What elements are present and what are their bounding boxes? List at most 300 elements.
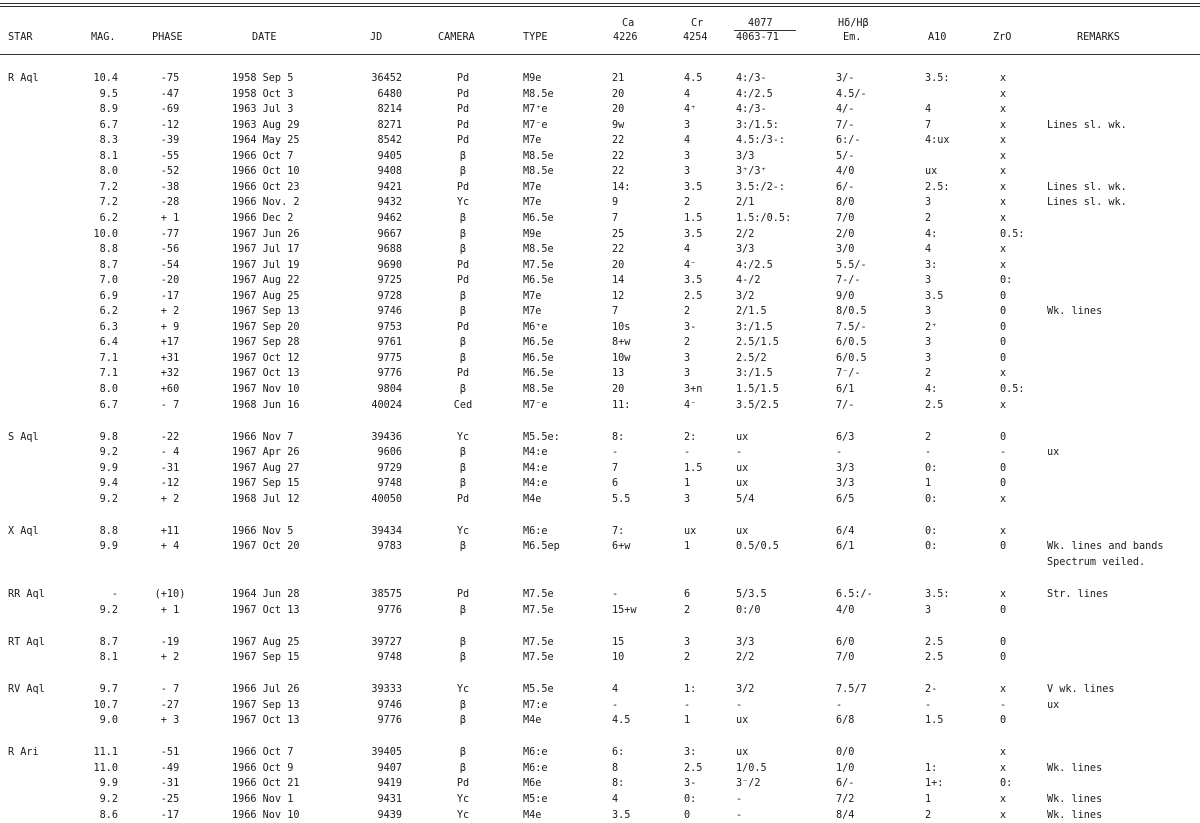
- cell-ca: 10s: [612, 321, 631, 333]
- cell-camera: Pd: [456, 493, 470, 505]
- cell-zro: 0:: [1000, 275, 1013, 287]
- cell-jd: 9776: [377, 368, 402, 380]
- cell-jd: 9746: [377, 699, 402, 711]
- cell-phase: +31: [160, 352, 180, 364]
- cell-camera: β: [459, 306, 467, 318]
- cell-camera: β: [459, 604, 467, 616]
- cell-date: 1968 Jun 16: [232, 399, 300, 411]
- cell-type: M8.5e: [523, 88, 554, 100]
- cell-phase: -17: [160, 809, 180, 821]
- cell-a10: 1:: [925, 762, 938, 774]
- cell-ca: -: [612, 589, 619, 600]
- cell-a10: 7: [925, 119, 932, 131]
- header-remarks: REMARKS: [1077, 32, 1120, 43]
- cell-hd: 6/1: [836, 384, 855, 395]
- cell-hd: 6/-: [836, 181, 855, 193]
- cell-ca: 8:: [612, 778, 625, 790]
- table-row: [0, 211, 1200, 227]
- cell-date: 1966 Nov 1: [232, 794, 294, 805]
- cell-hd: 1/0: [836, 762, 855, 774]
- cell-camera: β: [459, 636, 467, 648]
- cell-zro: 0: [1000, 431, 1007, 443]
- cell-mag: 6.3: [99, 321, 118, 333]
- cell-phase: -20: [160, 275, 180, 287]
- header-ratio-numerator: 4077: [748, 18, 773, 29]
- cell-mag: 8.7: [99, 636, 118, 648]
- cell-a10: 0:: [925, 462, 938, 474]
- cell-zro: x: [1000, 525, 1007, 537]
- cell-type: M6:e: [523, 747, 548, 759]
- cell-ca: 14: [612, 275, 625, 287]
- header-ratio-denominator: 4063-71: [736, 32, 779, 43]
- cell-ratio: 3.5/2.5: [736, 399, 779, 411]
- cell-jd: 9688: [377, 244, 402, 256]
- cell-a10: 1: [925, 478, 932, 490]
- cell-ratio: 3/2: [736, 290, 755, 302]
- cell-zro: x: [1000, 684, 1007, 696]
- cell-type: M7:e: [523, 699, 548, 711]
- cell-mag: 8.6: [99, 809, 118, 821]
- table-row: [0, 273, 1200, 289]
- cell-phase: + 2: [160, 306, 180, 318]
- cell-cr: 6: [684, 589, 691, 600]
- cell-camera: β: [459, 290, 467, 302]
- cell-ratio: 3⁺/3⁺: [736, 166, 767, 178]
- cell-hd: 3/3: [836, 462, 855, 474]
- cell-zro: x: [1000, 212, 1007, 224]
- cell-phase: -69: [160, 104, 180, 116]
- cell-type: M7.5e: [523, 636, 554, 648]
- cell-zro: x: [1000, 197, 1007, 209]
- cell-camera: Yc: [456, 431, 470, 443]
- table-row: [0, 792, 1200, 808]
- header-type: TYPE: [523, 32, 548, 43]
- cell-a10: 4: [925, 244, 932, 256]
- cell-cr: 1: [684, 715, 691, 727]
- cell-phase: + 3: [160, 715, 180, 727]
- cell-mag: 6.4: [99, 337, 118, 349]
- header-camera: CAMERA: [438, 32, 475, 43]
- cell-phase: + 9: [160, 321, 180, 333]
- cell-hd: 3/3: [836, 478, 855, 490]
- cell-star: S Aql: [8, 431, 39, 443]
- cell-hd: 6/5: [836, 493, 855, 505]
- table-row: [0, 149, 1200, 165]
- header-a10: A10: [928, 32, 947, 43]
- cell-zro: -: [1000, 447, 1007, 459]
- cell-camera: β: [459, 352, 467, 364]
- cell-type: M8.5e: [523, 150, 554, 162]
- header-hd-em: Em.: [843, 32, 862, 43]
- cell-mag: 8.8: [99, 244, 118, 256]
- cell-ca: 15: [612, 636, 625, 648]
- cell-phase: -22: [160, 431, 180, 443]
- cell-mag: 9.2: [99, 447, 118, 459]
- cell-cr: 2.5: [684, 762, 703, 774]
- cell-date: 1968 Jul 12: [232, 493, 300, 505]
- cell-ratio: 3/2: [736, 684, 755, 696]
- cell-jd: 39434: [371, 525, 402, 537]
- cell-type: M7e: [523, 181, 542, 193]
- cell-cr: 3: [684, 368, 691, 380]
- cell-a10: 4:: [925, 228, 938, 240]
- cell-cr: -: [684, 699, 691, 711]
- cell-cr: 4⁺: [684, 104, 697, 116]
- cell-ca: 10: [612, 652, 625, 664]
- cell-a10: 3: [925, 352, 932, 364]
- cell-mag: 8.8: [99, 525, 118, 537]
- cell-type: M4e: [523, 493, 542, 505]
- cell-mag: 8.7: [99, 259, 118, 271]
- cell-jd: 9431: [377, 794, 402, 805]
- cell-date: 1967 Oct 13: [232, 715, 300, 727]
- cell-phase: -12: [160, 478, 180, 490]
- cell-zro: x: [1000, 135, 1007, 147]
- cell-zro: x: [1000, 368, 1007, 380]
- cell-jd: 9606: [377, 447, 402, 459]
- cell-phase: -19: [160, 636, 180, 648]
- cell-mag: 6.2: [99, 306, 118, 318]
- cell-zro: 0: [1000, 715, 1007, 727]
- cell-mag: 8.9: [99, 104, 118, 116]
- cell-a10: 1.5: [925, 715, 944, 727]
- cell-cr: 3: [684, 166, 691, 178]
- cell-a10: 4:: [925, 384, 938, 395]
- cell-camera: β: [459, 541, 467, 553]
- cell-a10: 2.5: [925, 399, 944, 411]
- table-row: [0, 587, 1200, 603]
- cell-zro: 0: [1000, 652, 1007, 664]
- cell-hd: 7/-: [836, 399, 855, 411]
- cell-mag: 6.2: [99, 212, 118, 224]
- cell-phase: + 4: [160, 541, 180, 553]
- cell-mag: 8.1: [99, 652, 118, 664]
- cell-date: 1967 Oct 12: [232, 352, 300, 364]
- cell-a10: 0:: [925, 541, 938, 553]
- cell-ca: 4: [612, 684, 619, 696]
- cell-camera: β: [459, 715, 467, 727]
- table-row: [0, 351, 1200, 367]
- cell-phase: -51: [160, 747, 180, 759]
- cell-mag: 11.1: [93, 747, 118, 759]
- cell-ca: 5.5: [612, 493, 631, 505]
- cell-a10: ux: [925, 166, 938, 178]
- cell-remarks: ux: [1047, 699, 1060, 711]
- cell-hd: 6/0.5: [836, 352, 867, 364]
- cell-phase: -47: [160, 88, 180, 100]
- cell-cr: 1.5: [684, 212, 703, 224]
- cell-hd: 8/4: [836, 809, 855, 821]
- cell-ratio: 4:/2.5: [736, 259, 773, 271]
- cell-cr: 3:: [684, 747, 697, 759]
- cell-ratio: 2.5/1.5: [736, 337, 779, 349]
- cell-remarks: Lines sl. wk.: [1047, 197, 1127, 209]
- cell-cr: 0:: [684, 794, 697, 805]
- cell-mag: 8.0: [99, 166, 118, 178]
- cell-camera: β: [459, 699, 467, 711]
- cell-zro: 0: [1000, 604, 1007, 616]
- cell-date: 1958 Sep 5: [232, 73, 294, 84]
- cell-star: RT Aql: [8, 636, 45, 648]
- cell-ca: 9w: [612, 119, 625, 131]
- cell-camera: Yc: [456, 684, 470, 696]
- cell-cr: 3: [684, 636, 691, 648]
- cell-jd: 8214: [377, 104, 402, 116]
- cell-camera: Pd: [456, 778, 470, 790]
- top-rule-1: [0, 3, 1200, 4]
- cell-phase: -31: [160, 462, 180, 474]
- cell-camera: Yc: [456, 197, 470, 209]
- cell-a10: 2⁺: [925, 321, 938, 333]
- cell-type: M8.5e: [523, 166, 554, 178]
- cell-camera: β: [459, 228, 467, 240]
- cell-camera: Pd: [456, 88, 470, 100]
- cell-mag: -: [111, 589, 118, 600]
- cell-camera: Pd: [456, 368, 470, 380]
- cell-jd: 9753: [377, 321, 402, 333]
- cell-a10: 1: [925, 794, 932, 805]
- cell-zro: x: [1000, 73, 1007, 84]
- cell-type: M4:e: [523, 447, 548, 459]
- cell-type: M7e: [523, 306, 542, 318]
- cell-mag: 10.0: [93, 228, 118, 240]
- cell-remarks: Str. lines: [1047, 589, 1109, 600]
- cell-type: M7e: [523, 135, 542, 147]
- cell-hd: 6:/-: [836, 135, 861, 147]
- cell-date: 1967 Aug 25: [232, 290, 300, 302]
- cell-a10: 2.5:: [925, 181, 950, 193]
- table-row: [0, 761, 1200, 777]
- cell-hd: 4/0: [836, 604, 855, 616]
- cell-jd: 9776: [377, 715, 402, 727]
- cell-date: 1966 Nov 5: [232, 525, 294, 537]
- cell-phase: -25: [160, 794, 180, 805]
- cell-a10: 2-: [925, 684, 938, 696]
- cell-mag: 8.3: [99, 135, 118, 147]
- cell-hd: 4/0: [836, 166, 855, 178]
- cell-ratio: 3:/1.5: [736, 321, 773, 333]
- cell-jd: 40050: [371, 493, 402, 505]
- cell-mag: 7.2: [99, 181, 118, 193]
- cell-remarks-continued: Spectrum veiled.: [1047, 556, 1146, 568]
- cell-cr: 3.5: [684, 181, 703, 193]
- cell-hd: 6/0.5: [836, 337, 867, 349]
- cell-ratio: 3⁻/2: [736, 778, 761, 790]
- cell-jd: 9408: [377, 166, 402, 178]
- cell-zro: x: [1000, 493, 1007, 505]
- top-rule-2: [0, 6, 1200, 7]
- cell-camera: β: [459, 478, 467, 490]
- cell-camera: β: [459, 384, 467, 395]
- cell-ratio: ux: [736, 462, 749, 474]
- cell-cr: 1: [684, 541, 691, 553]
- cell-zro: -: [1000, 699, 1007, 711]
- cell-jd: 9462: [377, 212, 402, 224]
- cell-hd: 8/0: [836, 197, 855, 209]
- cell-jd: 9439: [377, 809, 402, 821]
- cell-ca: 4: [612, 794, 619, 805]
- cell-a10: 3.5:: [925, 589, 950, 600]
- cell-camera: Yc: [456, 809, 470, 821]
- table-row: [0, 808, 1200, 823]
- cell-phase: -17: [160, 290, 180, 302]
- cell-mag: 9.8: [99, 431, 118, 443]
- table-row: [0, 164, 1200, 180]
- cell-ratio: 2/1: [736, 197, 755, 209]
- cell-phase: - 4: [160, 447, 180, 459]
- cell-ca: 6+w: [612, 541, 631, 553]
- cell-cr: 2: [684, 197, 691, 209]
- cell-ca: 25: [612, 228, 625, 240]
- cell-date: 1966 Nov 10: [232, 809, 300, 821]
- cell-type: M4:e: [523, 478, 548, 490]
- cell-remarks: Wk. lines: [1047, 762, 1103, 774]
- cell-hd: 7.5/7: [836, 684, 867, 696]
- header-cr-wavelength: 4254: [683, 32, 708, 43]
- cell-zro: 0: [1000, 541, 1007, 553]
- cell-phase: -52: [160, 166, 180, 178]
- cell-phase: -39: [160, 135, 180, 147]
- cell-type: M7.5e: [523, 604, 554, 616]
- cell-ca: -: [612, 699, 619, 711]
- cell-zro: x: [1000, 589, 1007, 600]
- cell-type: M7.5e: [523, 589, 554, 600]
- cell-ratio: -: [736, 794, 743, 805]
- table-row: [0, 539, 1200, 555]
- cell-date: 1967 Sep 15: [232, 652, 300, 664]
- cell-type: M6.5e: [523, 212, 554, 224]
- cell-ca: 10w: [612, 352, 631, 364]
- cell-ratio: 2.5/2: [736, 352, 767, 364]
- cell-cr: 1:: [684, 684, 697, 696]
- cell-ca: 8+w: [612, 337, 631, 349]
- cell-hd: 6/-: [836, 778, 855, 790]
- cell-phase: - 7: [160, 684, 180, 696]
- cell-cr: ux: [684, 525, 697, 537]
- cell-phase: -28: [160, 197, 180, 209]
- cell-date: 1963 Jul 3: [232, 104, 294, 116]
- cell-hd: 7/2: [836, 794, 855, 805]
- table-row: [0, 289, 1200, 305]
- table-row: [0, 227, 1200, 243]
- cell-date: 1967 Apr 26: [232, 447, 300, 459]
- cell-date: 1967 Sep 13: [232, 699, 300, 711]
- cell-zro: 0: [1000, 462, 1007, 474]
- table-row: [0, 320, 1200, 336]
- cell-cr: 2:: [684, 431, 697, 443]
- cell-zro: x: [1000, 794, 1007, 805]
- cell-phase: +17: [160, 337, 180, 349]
- cell-cr: 4⁻: [684, 259, 697, 271]
- cell-cr: 2: [684, 604, 691, 616]
- cell-ca: 12: [612, 290, 625, 302]
- cell-camera: β: [459, 462, 467, 474]
- cell-date: 1967 Jul 17: [232, 244, 300, 256]
- cell-mag: 8.0: [99, 384, 118, 395]
- cell-ratio: 0.5/0.5: [736, 541, 779, 553]
- cell-ratio: 4:/3-: [736, 73, 767, 84]
- cell-remarks: Wk. lines: [1047, 794, 1103, 805]
- cell-zro: x: [1000, 259, 1007, 271]
- cell-type: M4e: [523, 715, 542, 727]
- cell-cr: 3.5: [684, 275, 703, 287]
- cell-mag: 10.4: [93, 73, 118, 84]
- cell-hd: 7⁻/-: [836, 368, 861, 380]
- cell-a10: 2: [925, 368, 932, 380]
- cell-a10: 3: [925, 275, 932, 287]
- cell-date: 1967 Sep 15: [232, 478, 300, 490]
- cell-cr: 3-: [684, 321, 697, 333]
- cell-camera: Yc: [456, 525, 470, 537]
- cell-a10: 1+:: [925, 778, 944, 790]
- cell-ratio: 4-/2: [736, 275, 761, 287]
- table-row: [0, 180, 1200, 196]
- cell-ca: 4.5: [612, 715, 631, 727]
- cell-date: 1967 Oct 13: [232, 604, 300, 616]
- cell-ca: 22: [612, 166, 625, 178]
- header-ca: Ca: [622, 18, 635, 29]
- cell-ca: 14:: [612, 181, 631, 193]
- table-row: [0, 304, 1200, 320]
- cell-cr: 2: [684, 337, 691, 349]
- cell-zro: x: [1000, 181, 1007, 193]
- cell-jd: 39405: [371, 747, 402, 759]
- cell-zro: 0: [1000, 290, 1007, 302]
- cell-hd: 7/-: [836, 119, 855, 131]
- cell-ratio: 3.5:/2-:: [736, 181, 786, 193]
- cell-hd: 3/0: [836, 244, 855, 256]
- header-phase: PHASE: [152, 32, 183, 43]
- cell-ca: 22: [612, 135, 625, 147]
- cell-ratio: -: [736, 447, 743, 459]
- cell-jd: 9725: [377, 275, 402, 287]
- cell-type: M5.5e: [523, 684, 554, 696]
- cell-cr: 3: [684, 352, 691, 364]
- cell-a10: 3.5:: [925, 73, 950, 84]
- cell-ratio: 4:/2.5: [736, 88, 773, 100]
- cell-zro: 0.5:: [1000, 384, 1025, 395]
- cell-date: 1967 Sep 13: [232, 306, 300, 318]
- table-row: [0, 776, 1200, 792]
- cell-type: M5.5e:: [523, 431, 560, 443]
- table-row: [0, 366, 1200, 382]
- cell-type: M7⁻e: [523, 399, 548, 411]
- cell-hd: 2/0: [836, 228, 855, 240]
- cell-cr: 3: [684, 493, 691, 505]
- cell-type: M6.5e: [523, 368, 554, 380]
- cell-ca: 20: [612, 259, 625, 271]
- cell-zro: 0: [1000, 478, 1007, 490]
- cell-jd: 39436: [371, 431, 402, 443]
- cell-a10: 3: [925, 197, 932, 209]
- cell-date: 1966 Dec 2: [232, 212, 294, 224]
- cell-camera: Pd: [456, 275, 470, 287]
- cell-zro: x: [1000, 119, 1007, 131]
- cell-jd: 38575: [371, 589, 402, 600]
- cell-cr: 4: [684, 135, 691, 147]
- cell-camera: β: [459, 244, 467, 256]
- cell-date: 1966 Nov 7: [232, 431, 294, 443]
- cell-hd: 6/0: [836, 636, 855, 648]
- cell-hd: 7.5/-: [836, 321, 867, 333]
- cell-zro: x: [1000, 809, 1007, 821]
- cell-jd: 9421: [377, 181, 402, 193]
- cell-camera: β: [459, 652, 467, 664]
- header-hd: Hδ/Hβ: [838, 18, 869, 29]
- cell-zro: x: [1000, 150, 1007, 162]
- cell-date: 1964 Jun 28: [232, 589, 300, 600]
- cell-jd: 8271: [377, 119, 402, 131]
